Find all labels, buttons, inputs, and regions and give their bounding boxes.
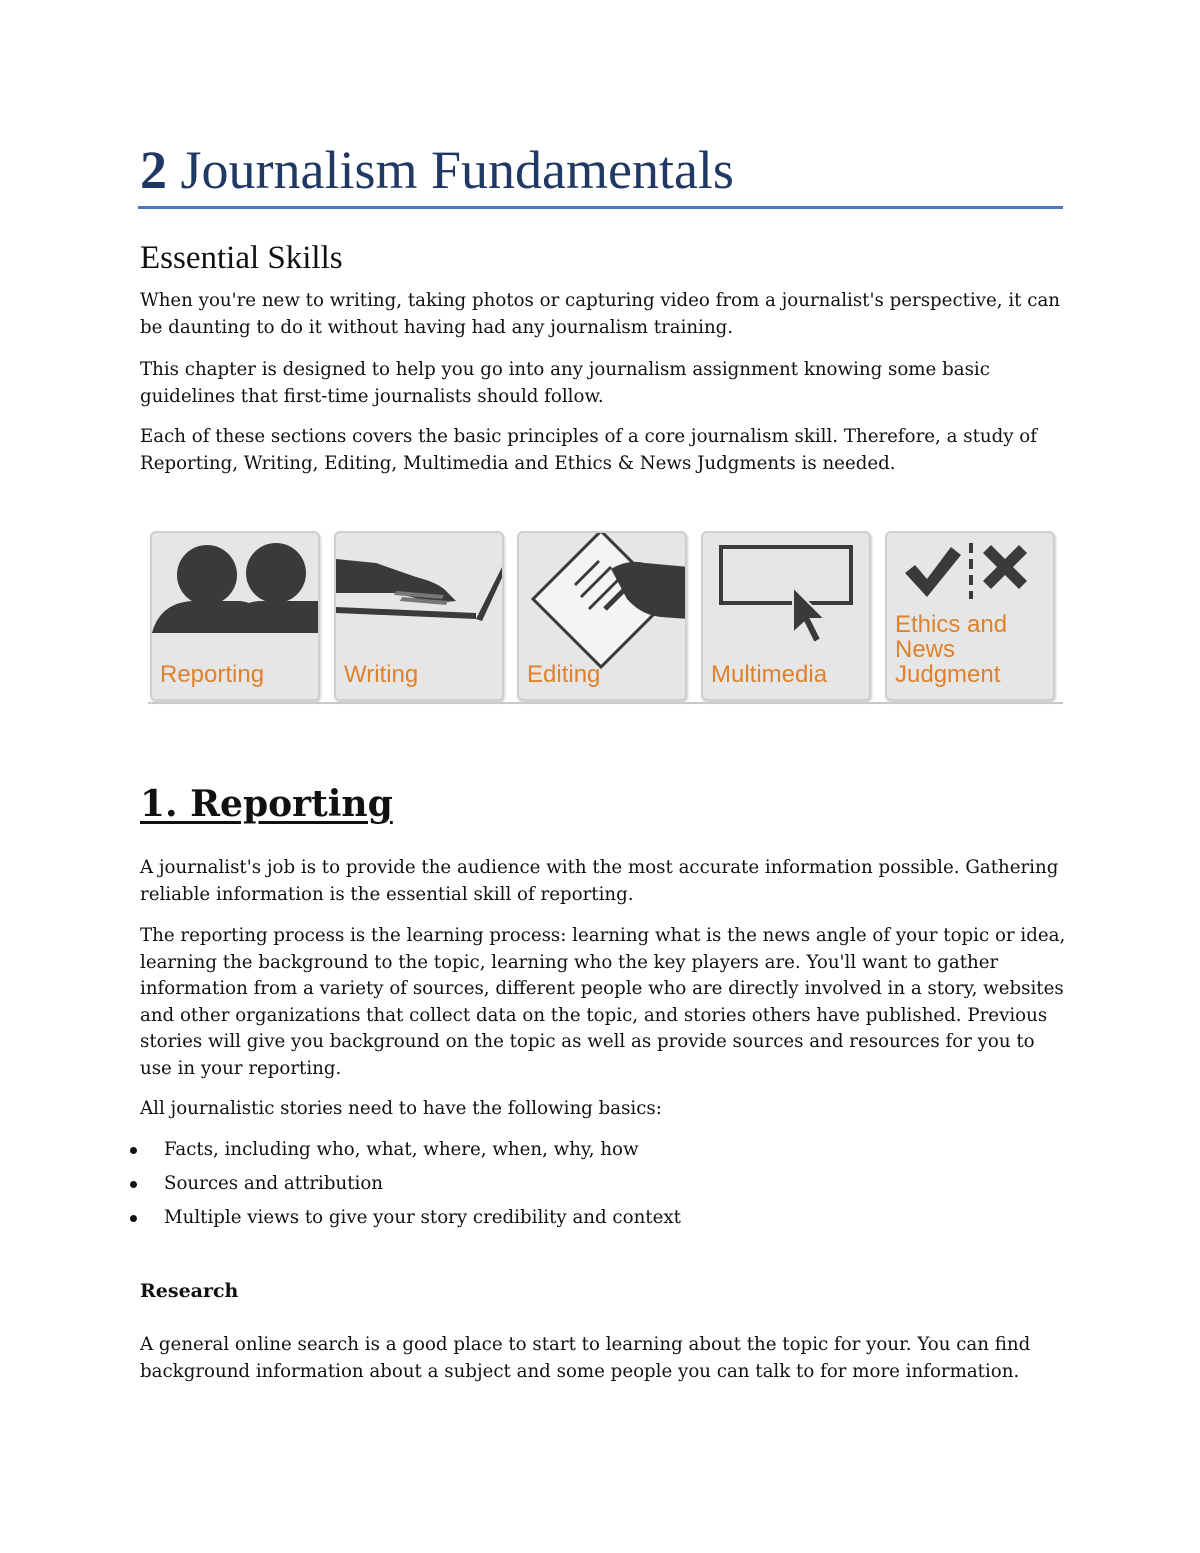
chapter-title <box>140 138 734 202</box>
tile-label-ethics: Ethics and News Judgment <box>895 611 1008 688</box>
tiles-baseline <box>148 702 1063 704</box>
bullet-icon <box>130 1215 137 1222</box>
skills-tiles <box>148 531 1063 705</box>
list-item-text: Sources and attribution <box>164 1173 383 1194</box>
chapter-title-text: Journalism Fundamentals <box>180 140 734 200</box>
tile-label-editing: Editing <box>527 661 601 688</box>
title-rule <box>138 206 1063 209</box>
tile-editing <box>517 531 687 701</box>
tile-writing <box>334 531 504 701</box>
bullet-icon <box>130 1147 137 1154</box>
basics-list <box>140 1136 681 1238</box>
tile-multimedia <box>701 531 871 701</box>
research-paragraph: A general online search is a good place to start to learning about the topic for your. You can find background information about a subject and some people you can talk to for more information. <box>140 1334 1031 1382</box>
list-item-text: Facts, including who, what, where, when, why, how <box>164 1139 639 1160</box>
reporting-paragraph-3: All journalistic stories need to have the following basics: <box>140 1098 662 1119</box>
list-item <box>140 1170 681 1204</box>
bullet-icon <box>130 1181 137 1188</box>
chapter-number: 2 <box>140 140 167 200</box>
intro-paragraph-1: When you're new to writing, taking photos or capturing video from a journalist's perspective, it can be daunting to do it without having had any journalism training. <box>140 290 1061 338</box>
list-item <box>140 1204 681 1238</box>
tile-label-multimedia: Multimedia <box>711 661 828 688</box>
list-item <box>140 1136 681 1170</box>
tile-label-reporting: Reporting <box>160 661 265 688</box>
tile-ethics <box>885 531 1055 701</box>
reporting-heading: 1. Reporting <box>140 783 393 825</box>
intro-paragraph-3: Each of these sections covers the basic principles of a core journalism skill. Therefore, a study of Reporting, Writing, Editing, Multimedia and Ethics & News Judgments is needed. <box>140 426 1037 474</box>
intro-paragraph-2: This chapter is designed to help you go into any journalism assignment knowing some basic guidelines that first-time journalists should follow. <box>140 359 990 407</box>
reporting-paragraph-1: A journalist's job is to provide the audience with the most accurate information possible. Gathering reliable information is the essential skill of reporting. <box>140 857 1059 905</box>
list-item-text: Multiple views to give your story credibility and context <box>164 1207 681 1228</box>
essential-skills-heading: Essential Skills <box>140 240 343 276</box>
tile-label-writing: Writing <box>344 661 419 688</box>
reporting-paragraph-2: The reporting process is the learning process: learning what is the news angle of your topic or idea, learning the background to the topic, learning who the key players are. You'll want to gather information from a variety of sources, different people who are directly involved in a story, websites and other organizations that collect data on the topic, and stories others have published. Previous stories will give you background on the topic as well as provide sources and resources for you to use in your reporting. <box>140 925 1066 1079</box>
research-heading: Research <box>140 1280 239 1302</box>
tile-reporting <box>150 531 320 701</box>
